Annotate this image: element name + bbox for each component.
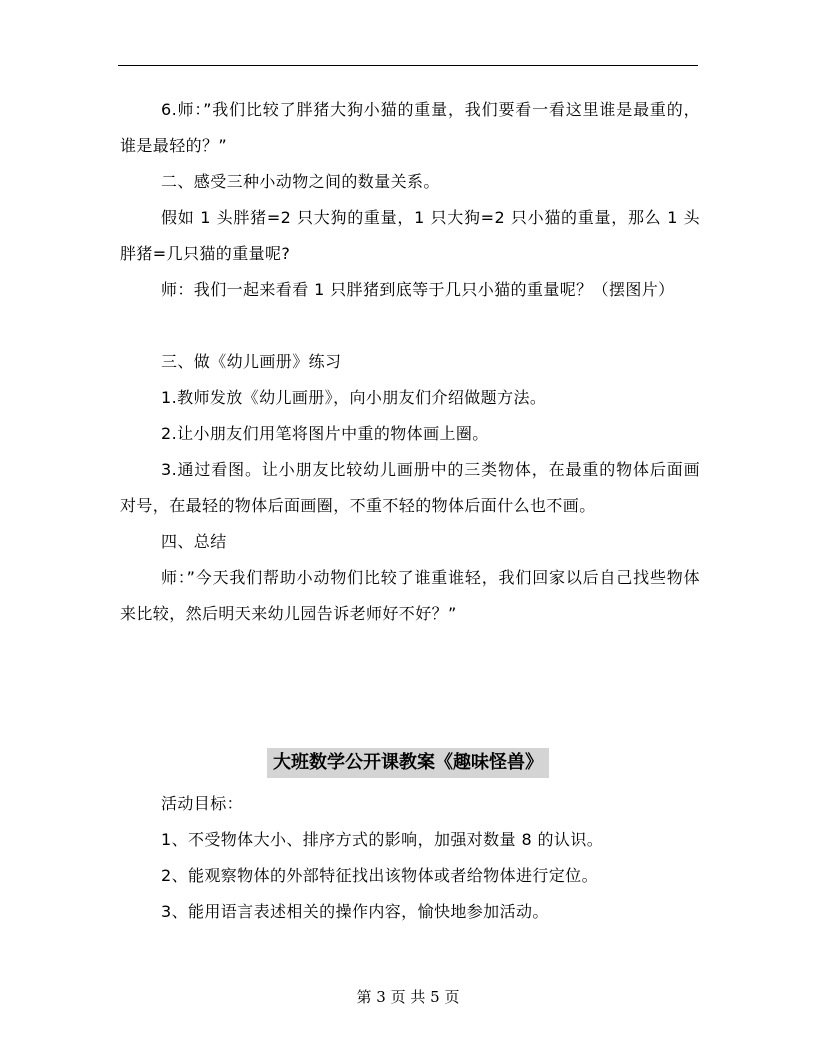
heading-quantity-relation: 二、感受三种小动物之间的数量关系。 <box>161 172 440 191</box>
goal-item-1: 1、不受物体大小、排序方式的影响，加强对数量 8 的认识。 <box>161 830 604 849</box>
heading-summary: 四、总结 <box>161 532 227 551</box>
goal-item-2: 2、能观察物体的外部特征找出该物体或者给物体进行定位。 <box>161 866 598 885</box>
paragraph-summary: 师：”今天我们帮助小动物们比较了谁重谁轻，我们回家以后自己找些物体来比较，然后明天来幼儿园告诉老师好不好？” <box>120 568 700 623</box>
page-footer: 第 3 页 共 5 页 <box>356 988 460 1006</box>
header-rule <box>118 65 698 66</box>
goal-item-3: 3、能用语言表述相关的操作内容，愉快地参加活动。 <box>161 902 549 921</box>
paragraph-teacher-demo: 师：我们一起来看看 1 只胖猪到底等于几只小猫的重量呢？（摆图片） <box>161 280 675 299</box>
goals-label: 活动目标： <box>161 794 244 813</box>
section-title <box>0 748 816 778</box>
paragraph-assumption: 假如 1 头胖猪=2 只大狗的重量，1 只大狗=2 只小猫的重量，那么 1 头胖猪=几只猫的重量呢? <box>120 208 700 263</box>
paragraph-step-1: 1.教师发放《幼儿画册》，向小朋友们介绍做题方法。 <box>161 388 547 407</box>
paragraph-teacher-question: 6.师：”我们比较了胖猪大狗小猫的重量，我们要看一看这里谁是最重的，谁是最轻的？” <box>120 100 700 155</box>
section-title-text: 大班数学公开课教案《趣味怪兽》 <box>267 748 549 778</box>
paragraph-step-2: 2.让小朋友们用笔将图片中重的物体画上圈。 <box>161 424 489 443</box>
heading-workbook-practice: 三、做《幼儿画册》练习 <box>161 352 342 371</box>
paragraph-step-3: 3.通过看图。让小朋友比较幼儿画册中的三类物体，在最重的物体后面画对号，在最轻的物体后面画圈，不重不轻的物体后面什么也不画。 <box>120 460 700 515</box>
